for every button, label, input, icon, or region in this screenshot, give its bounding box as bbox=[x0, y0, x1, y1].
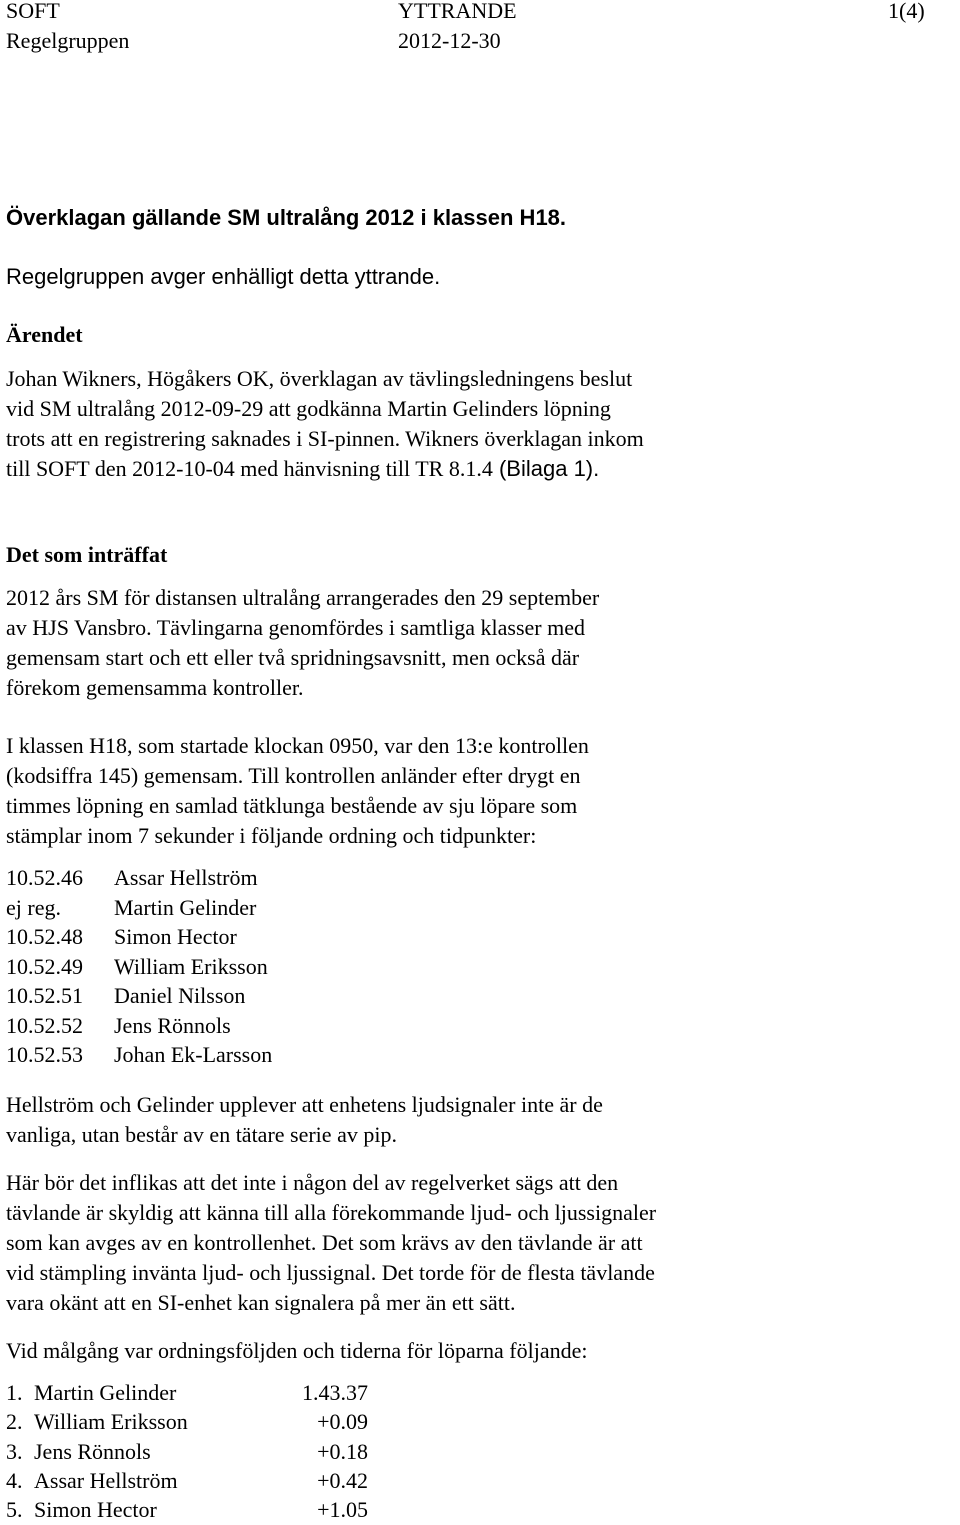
header-doc-type: YTTRANDE bbox=[398, 0, 517, 23]
punch-runner: Daniel Nilsson bbox=[114, 983, 246, 1008]
intro-text: Regelgruppen avger enhälligt detta yttrande. bbox=[6, 264, 441, 289]
section1-line-part: trots att en registrering saknades i SI-pinnen. bbox=[6, 426, 401, 451]
result-rank: 3. bbox=[6, 1439, 23, 1464]
paragraph-line: tävlande är skyldig att känna till alla förekommande ljud- och ljussignaler bbox=[6, 1200, 657, 1225]
punch-runner: Simon Hector bbox=[114, 924, 237, 949]
section1-line: vid SM ultralång 2012-09-29 att godkänna Martin Gelinders löpning bbox=[6, 396, 611, 421]
punch-time: 10.52.53 bbox=[6, 1042, 83, 1067]
punch-time: 10.52.52 bbox=[6, 1013, 83, 1038]
section1-line: Johan Wikners, Högåkers OK, överklagan av tävlingsledningens beslut bbox=[6, 366, 633, 391]
punch-runner: William Eriksson bbox=[114, 954, 268, 979]
punch-time: 10.52.46 bbox=[6, 865, 83, 890]
result-runner: Assar Hellström bbox=[34, 1468, 178, 1493]
paragraph-line: vanliga, utan består av en tätare serie av pip. bbox=[6, 1122, 397, 1147]
section1-line bbox=[6, 454, 599, 484]
result-time: 1.43.37 bbox=[302, 1380, 368, 1405]
paragraph-line: Hellström och Gelinder upplever att enhetens ljudsignaler inte är de bbox=[6, 1092, 603, 1117]
punch-time: ej reg. bbox=[6, 895, 61, 920]
result-runner: Simon Hector bbox=[34, 1497, 157, 1522]
header-date: 2012-12-30 bbox=[398, 28, 501, 53]
paragraph-line: vid stämpling invänta ljud- och ljussignal. Det torde för de flesta tävlande bbox=[6, 1260, 655, 1285]
result-rank: 2. bbox=[6, 1409, 23, 1434]
paragraph-line: gemensam start och ett eller två spridningsavsnitt, men också där bbox=[6, 645, 580, 670]
punch-time: 10.52.48 bbox=[6, 924, 83, 949]
paragraph-line: timmes löpning en samlad tätklunga bestående av sju löpare som bbox=[6, 793, 578, 818]
section1-line-part: (Bilaga 1). bbox=[492, 456, 600, 481]
result-time: +0.18 bbox=[317, 1439, 368, 1464]
paragraph-line: som kan avges av en kontrollenhet. Det som krävs av den tävlande är att bbox=[6, 1230, 643, 1255]
paragraph-line: vara okänt att en SI-enhet kan signalera på mer än ett sätt. bbox=[6, 1290, 516, 1315]
result-time: +1.05 bbox=[317, 1497, 368, 1522]
section-heading-det-som-intraffat: Det som inträffat bbox=[6, 542, 168, 567]
paragraph-line: förekom gemensamma kontroller. bbox=[6, 675, 304, 700]
result-rank: 1. bbox=[6, 1380, 23, 1405]
result-runner: Jens Rönnols bbox=[34, 1439, 151, 1464]
section1-line-part: Wikners överklagan inkom bbox=[400, 426, 644, 451]
paragraph-line: Här bör det inflikas att det inte i någon del av regelverket sägs att den bbox=[6, 1170, 619, 1195]
header-org: SOFT bbox=[6, 0, 60, 23]
punch-runner: Martin Gelinder bbox=[114, 895, 257, 920]
paragraph-line: (kodsiffra 145) gemensam. Till kontrollen anländer efter drygt en bbox=[6, 763, 581, 788]
document-title: Överklagan gällande SM ultralång 2012 i klassen H18. bbox=[6, 205, 567, 230]
result-time: +0.42 bbox=[317, 1468, 368, 1493]
paragraph-line: av HJS Vansbro. Tävlingarna genomfördes i samtliga klasser med bbox=[6, 615, 586, 640]
punch-time: 10.52.49 bbox=[6, 954, 83, 979]
result-rank: 5. bbox=[6, 1497, 23, 1522]
paragraph-line: Vid målgång var ordningsföljden och tiderna för löparna följande: bbox=[6, 1338, 588, 1363]
header-page-number: 1(4) bbox=[888, 0, 925, 23]
header-group: Regelgruppen bbox=[6, 28, 130, 53]
result-runner: Martin Gelinder bbox=[34, 1380, 177, 1405]
result-runner: William Eriksson bbox=[34, 1409, 188, 1434]
punch-runner: Jens Rönnols bbox=[114, 1013, 231, 1038]
punch-runner: Johan Ek-Larsson bbox=[114, 1042, 273, 1067]
result-time: +0.09 bbox=[317, 1409, 368, 1434]
punch-runner: Assar Hellström bbox=[114, 865, 258, 890]
result-rank: 4. bbox=[6, 1468, 23, 1493]
paragraph-line: 2012 års SM för distansen ultralång arrangerades den 29 september bbox=[6, 585, 600, 610]
punch-time: 10.52.51 bbox=[6, 983, 83, 1008]
paragraph-line: stämplar inom 7 sekunder i följande ordning och tidpunkter: bbox=[6, 823, 537, 848]
section1-line bbox=[6, 424, 644, 454]
section1-line-part: till SOFT den 2012-10-04 med hänvisning till TR 8.1.4 bbox=[6, 456, 493, 481]
section-heading-arendet: Ärendet bbox=[6, 322, 83, 347]
paragraph-line: I klassen H18, som startade klockan 0950, var den 13:e kontrollen bbox=[6, 733, 589, 758]
